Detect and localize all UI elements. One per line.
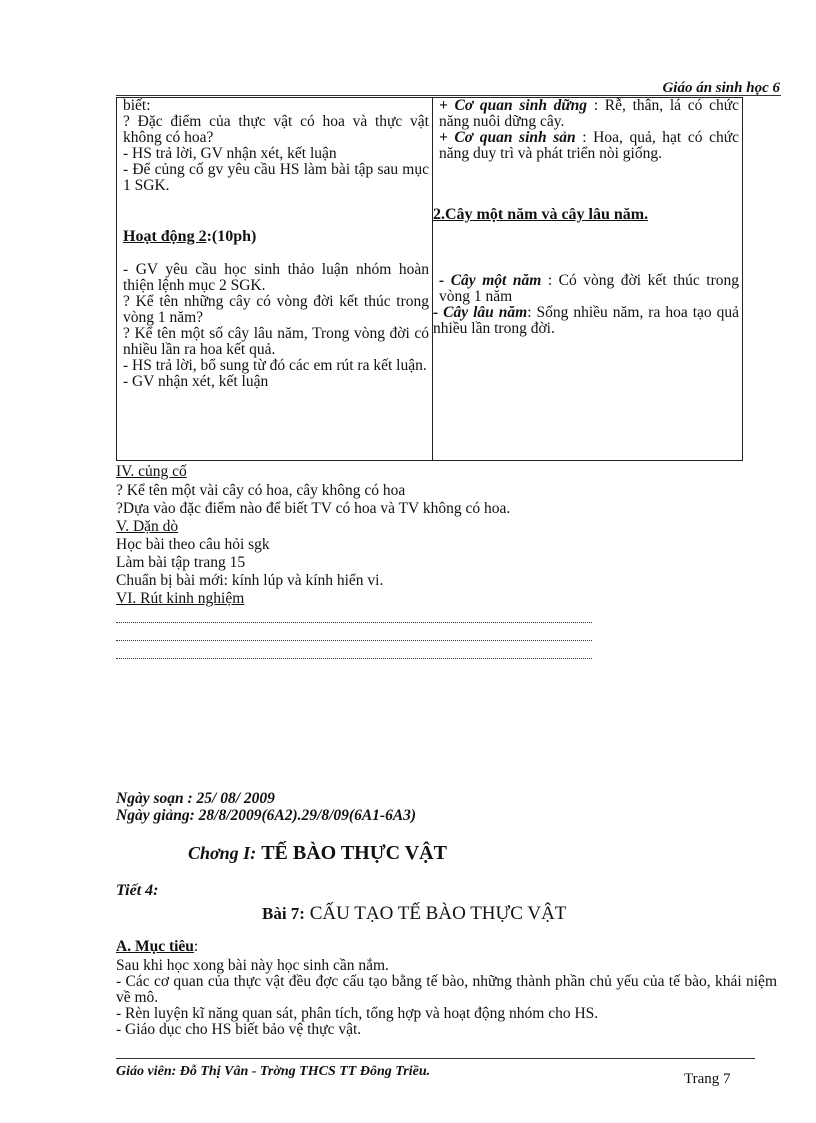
- perennial-plant-text: : Sống nhiều năm, ra hoa tạo quả nhiều lần trong đời.: [433, 304, 739, 337]
- objective-line: - Rèn luyện kĩ năng quan sát, phân tích, tổng hợp và hoạt động nhóm cho HS.: [116, 1005, 599, 1022]
- header-title: Giáo án sinh học 6: [662, 80, 780, 96]
- objectives-colon: :: [193, 938, 199, 955]
- dotted-line: [116, 622, 592, 623]
- organ-reproductive-term: + Cơ quan sinh sản: [439, 129, 576, 146]
- left-line: ? Kể tên những cây có vòng đời kết thúc trong vòng 1 năm?: [123, 293, 429, 326]
- perennial-plant: [433, 305, 739, 337]
- consolidation-heading: IV. củng cố: [116, 463, 187, 480]
- left-line: - GV yêu cầu học sinh thảo luận nhóm hoàn thiện lệnh mục 2 SGK.: [123, 261, 429, 294]
- content-cell: [433, 98, 743, 461]
- objectives-title: A. Mục tiêu: [116, 938, 194, 955]
- lesson-table: [116, 97, 743, 461]
- activity-heading: [123, 228, 429, 246]
- organ-reproductive-text: : Hoa, quả, hạt có chức năng duy trì và phát triển nòi giống.: [439, 129, 739, 162]
- section-2-title: 2.Cây một năm và cây lâu năm.: [433, 206, 649, 223]
- perennial-plant-term: - Cây lâu năm: [433, 304, 528, 321]
- lesson-title: CẤU TẠO TẾ BÀO THỰC VẬT: [309, 903, 567, 924]
- lesson-heading: [262, 903, 566, 925]
- activity-title: Hoạt động 2: [123, 228, 207, 245]
- objectives-heading: [116, 939, 777, 955]
- left-line: biết:: [123, 97, 151, 114]
- consolidation-line: ? Kể tên một vài cây có hoa, cây không có hoa: [116, 482, 406, 499]
- activity-time: :(10ph): [206, 228, 257, 245]
- period-label: Tiết 4:: [116, 882, 159, 899]
- page-number: Trang 7: [684, 1071, 731, 1087]
- left-line: - HS trả lời, GV nhận xét, kết luận: [123, 145, 337, 162]
- objective-line: - Các cơ quan của thực vật đều đợc cấu tạo bằng tế bào, những thành phần chủ yếu của tế bào, khái niệm về mô.: [116, 973, 777, 1006]
- teach-date: Ngày giảng: 28/8/2009(6A2).29/8/09(6A1-6A3): [116, 807, 417, 824]
- teacher-activity-cell: [117, 98, 433, 461]
- homework-line: Làm bài tập trang 15: [116, 554, 246, 571]
- dotted-line: [116, 658, 592, 659]
- consolidation-line: ?Dựa vào đặc điểm nào để biết TV có hoa và TV không có hoa.: [116, 500, 511, 517]
- left-line: ? Đặc điểm của thực vật có hoa và thực vật không có hoa?: [123, 113, 429, 146]
- chapter-heading: [188, 842, 447, 865]
- experience-heading: VI. Rút kinh nghiệm: [116, 590, 245, 607]
- left-line: ? Kể tên một số cây lâu năm, Trong vòng đời có nhiều lần ra hoa kết quả.: [123, 325, 429, 358]
- organ-vegetative-text: : Rễ, thân, lá có chức năng nuôi dững cây.: [439, 97, 740, 130]
- prep-date: Ngày soạn : 25/ 08/ 2009: [116, 790, 275, 807]
- header-rule: [116, 95, 781, 96]
- annual-plant: [439, 273, 739, 305]
- homework-heading: V. Dặn dò: [116, 518, 179, 535]
- dotted-line: [116, 640, 592, 641]
- organ-vegetative: [439, 98, 739, 130]
- homework-line: Học bài theo câu hỏi sgk: [116, 536, 270, 553]
- chapter-title: TẾ BÀO THỰC VẬT: [261, 842, 447, 864]
- organ-vegetative-term: + Cơ quan sinh dững: [439, 97, 588, 114]
- footer-rule: [116, 1058, 755, 1059]
- footer-author: Giáo viên: Đỗ Thị Vân - Trờng THCS TT Đông Triều.: [116, 1064, 431, 1079]
- annual-plant-term: - Cây một năm: [439, 272, 542, 289]
- left-line: - HS trả lời, bổ sung từ đó các em rút ra kết luận.: [123, 357, 427, 374]
- chapter-label: Chơng I:: [188, 843, 257, 863]
- homework-line: Chuẩn bị bài mới: kính lúp và kính hiển vi.: [116, 572, 384, 589]
- left-line: - Để củng cố gv yêu cầu HS làm bài tập sau mục 1 SGK.: [123, 161, 429, 194]
- annual-plant-text: : Có vòng đời kết thúc trong vòng 1 năm: [439, 272, 739, 305]
- left-line: - GV nhận xét, kết luận: [123, 373, 269, 390]
- objective-line: - Giáo dục cho HS biết bảo vệ thực vật.: [116, 1021, 362, 1038]
- objective-line: Sau khi học xong bài này học sinh cần nắm.: [116, 957, 389, 974]
- objectives-list: [116, 958, 777, 1038]
- lesson-label: Bài 7:: [262, 904, 305, 923]
- organ-reproductive: [439, 130, 739, 162]
